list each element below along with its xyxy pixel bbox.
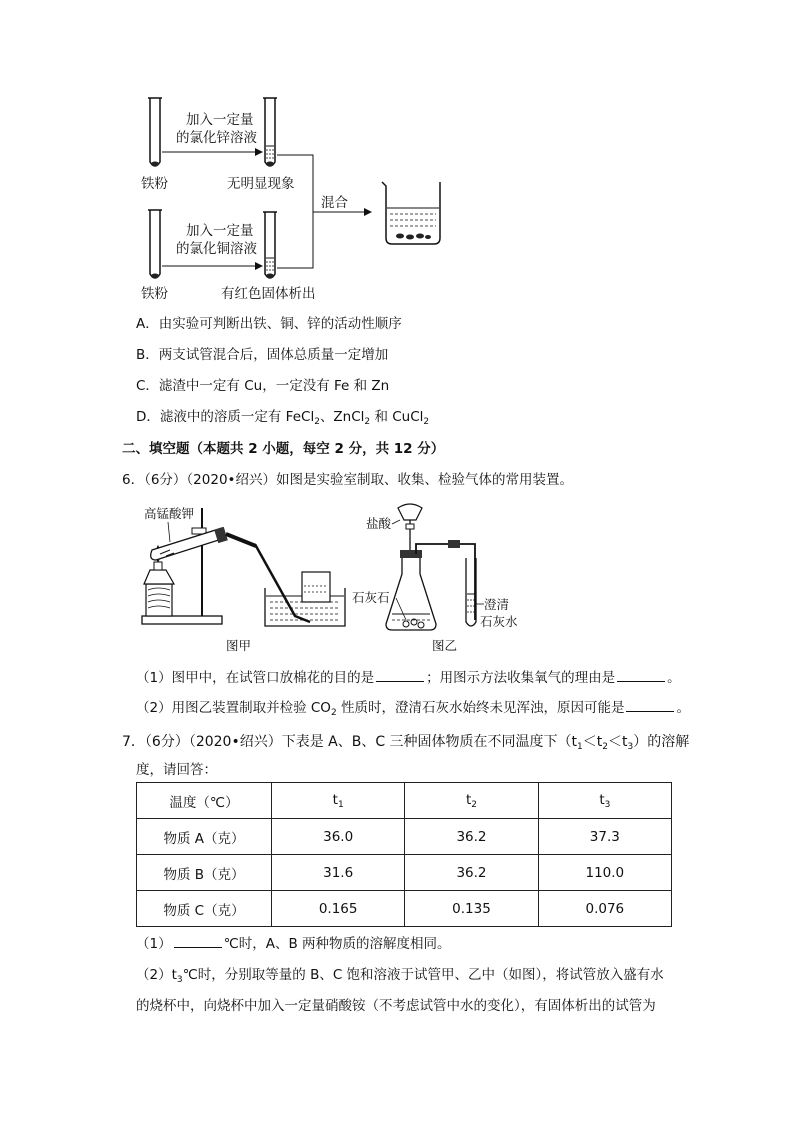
table-header-cell	[538, 783, 671, 819]
q6-sub1-text: （1）图甲中，在试管口放棉花的目的是	[136, 670, 375, 686]
q6-sub1-text: 。	[667, 670, 681, 686]
q7-stem-line2: 度，请回答：	[136, 762, 217, 778]
apparatus-yi	[386, 504, 476, 630]
add-cucl2-line2: 的氯化铜溶液	[176, 241, 257, 257]
answer-blank[interactable]	[376, 669, 424, 682]
option-b: B．两支试管混合后，固体总质量一定增加	[136, 347, 389, 363]
q7-stem-text: ＜t	[608, 734, 628, 750]
caption-yi: 图乙	[432, 638, 458, 653]
q7-sub2-line1	[136, 963, 664, 985]
q7-sub1-text: （1）	[136, 936, 172, 952]
q7-sub2-text: ℃时，分别取等量的 B、C 饱和溶液于试管甲、乙中（如图），将试管放入盛有水	[182, 967, 664, 983]
q6-sub2	[136, 696, 690, 718]
table-cell: 0.135	[405, 891, 538, 927]
reaction-flow-diagram	[0, 0, 794, 310]
caption-jia: 图甲	[226, 638, 252, 653]
table-header-cell	[272, 783, 405, 819]
answer-blank[interactable]	[617, 669, 665, 682]
sub: 3	[176, 975, 183, 985]
table-cell: 36.2	[405, 855, 538, 891]
q7-sub1-text: ℃时，A、B 两种物质的溶解度相同。	[223, 936, 451, 952]
table-row	[137, 819, 672, 855]
cell-text: t	[599, 791, 605, 808]
answer-blank[interactable]	[174, 935, 222, 948]
cell-text: t	[332, 791, 338, 808]
table-row	[137, 855, 672, 891]
sub: 2	[423, 417, 430, 427]
q7-stem-text: ＜t	[582, 734, 603, 750]
iron-label-bottom: 铁粉	[141, 286, 168, 302]
red-solid-label: 有红色固体析出	[221, 286, 316, 302]
sub: 1	[577, 742, 583, 752]
q7-stem-text: ）的溶解	[633, 734, 690, 750]
sub: 2	[364, 417, 371, 427]
test-tube-iron-top	[148, 98, 162, 167]
table-cell: 36.2	[405, 819, 538, 855]
option-a: A．由实验可判断出铁、铜、锌的活动性顺序	[136, 316, 402, 332]
test-tube-cucl2	[263, 212, 277, 279]
table-header-cell	[405, 783, 538, 819]
table-cell: 物质 C（克）	[137, 891, 272, 927]
option-c: C．滤渣中一定有 Cu，一定没有 Fe 和 Zn	[136, 378, 390, 394]
gas-apparatus-figure	[130, 498, 530, 658]
mix-label: 混合	[321, 195, 348, 211]
sub: 2	[471, 799, 477, 810]
q7-sub1	[136, 932, 451, 952]
q6-sub1-text: ；用图示方法收集氧气的理由是	[426, 670, 616, 686]
table-header-cell	[137, 783, 272, 819]
option-d-text: 、ZnCl	[319, 409, 365, 425]
no-change-label: 无明显现象	[227, 176, 295, 192]
sub: 2	[314, 417, 320, 427]
table-cell: 110.0	[538, 855, 671, 891]
iron-label-top: 铁粉	[141, 176, 168, 192]
table-cell: 0.076	[538, 891, 671, 927]
section-heading: 二、填空题（本题共 2 小题，每空 2 分，共 12 分）	[122, 441, 445, 457]
beaker-mixture	[382, 182, 440, 244]
sub: 2	[602, 742, 609, 752]
add-zncl2-line1: 加入一定量	[186, 112, 254, 128]
add-zncl2-line2: 的氯化锌溶液	[176, 130, 257, 146]
sub: 1	[337, 799, 344, 810]
option-d	[136, 405, 429, 427]
q7-stem-text: 7．（6分）（2020•绍兴）下表是 A、B、C 三种固体物质在不同温度下（t	[122, 734, 578, 750]
solubility-table	[136, 782, 672, 927]
cell-text: 温度（℃）	[169, 794, 239, 811]
option-d-text: 和 CuCl	[370, 409, 424, 425]
apparatus-jia	[142, 508, 345, 626]
table-cell: 36.0	[272, 819, 405, 855]
test-tube-iron-bottom	[148, 210, 162, 279]
q6-sub2-text: 性质时，澄清石灰水始终未见浑浊，原因可能是	[336, 700, 625, 716]
label-kmno4: 高锰酸钾	[144, 506, 195, 521]
table-cell: 31.6	[272, 855, 405, 891]
q6-stem: 6．（6分）（2020•绍兴）如图是实验室制取、收集、检验气体的常用装置。	[122, 472, 573, 488]
q7-stem-line1	[122, 731, 689, 752]
answer-blank[interactable]	[626, 699, 674, 712]
q6-sub1	[136, 666, 681, 686]
table-row	[137, 891, 672, 927]
table-cell: 物质 B（克）	[137, 855, 272, 891]
label-limewater-2: 石灰水	[480, 614, 518, 629]
cell-text: t	[465, 791, 472, 808]
sub: 3	[627, 742, 634, 752]
q7-sub2-line2: 的烧杯中，向烧杯中加入一定量硝酸铵（不考虑试管中水的变化），有固体析出的试管为	[136, 998, 656, 1014]
table-cell: 物质 A（克）	[137, 819, 272, 855]
table-header-row	[137, 783, 672, 819]
table-cell: 37.3	[538, 819, 671, 855]
sub: 3	[604, 799, 611, 810]
option-d-text: D．滤液中的溶质一定有 FeCl	[136, 409, 315, 425]
table-cell: 0.165	[272, 891, 405, 927]
label-limewater-1: 澄清	[484, 597, 510, 612]
sub: 2	[330, 708, 337, 718]
label-hcl: 盐酸	[366, 516, 392, 531]
q6-sub2-text: 。	[676, 700, 690, 716]
q6-sub2-text: （2）用图乙装置制取并检验 CO	[136, 700, 331, 716]
test-tube-zncl2	[263, 98, 277, 167]
add-cucl2-line1: 加入一定量	[186, 223, 254, 239]
label-limestone: 石灰石	[352, 590, 390, 605]
q7-sub2-text: （2）t	[136, 967, 177, 983]
